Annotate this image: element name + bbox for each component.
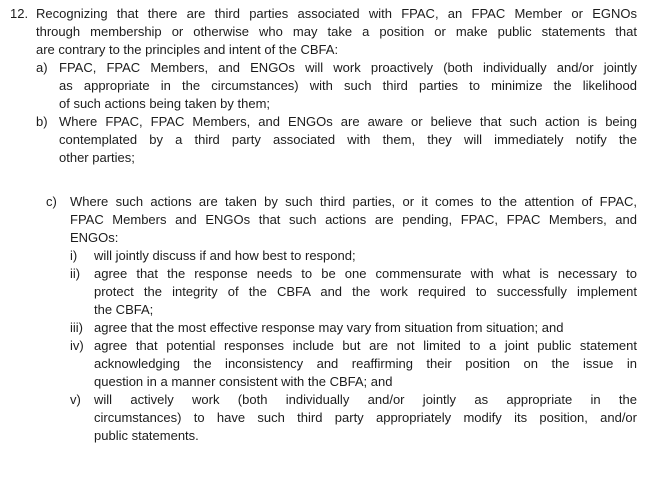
clause-intro-line: are contrary to the principles and intent of the CBFA: bbox=[36, 42, 339, 57]
item-line: Where FPAC, FPAC Members, and ENGOs are aware or believe that such action is being bbox=[59, 114, 637, 129]
item-line: as appropriate in the circumstances) with such third parties to minimize the likelihood bbox=[59, 78, 637, 93]
clause-intro-line: Recognizing that there are third parties associated with FPAC, an FPAC Member or EGNOs bbox=[36, 6, 637, 21]
item-line: of such actions being taken by them; bbox=[59, 96, 271, 111]
clause-intro-line: through membership or otherwise who may take a position or make public statements that bbox=[36, 24, 637, 39]
subitem-line: public statements. bbox=[94, 428, 199, 443]
subitem-line: the CBFA; bbox=[94, 302, 154, 317]
item-line: FPAC Members and ENGOs that such actions are pending, FPAC, FPAC Members, and bbox=[70, 212, 637, 227]
subitem-line: agree that the most effective response may vary from situation from situation; and bbox=[94, 320, 564, 335]
item-line: ENGOs: bbox=[70, 230, 119, 245]
item-marker: b) bbox=[36, 114, 48, 129]
item-line: contemplated by a third party associated with them, they will immediately notify the bbox=[59, 132, 637, 147]
subitem-line: acknowledging the inconsistency and reaffirming their position on the issue in bbox=[94, 356, 637, 371]
subitem-marker: iv) bbox=[70, 338, 84, 353]
subitem-line: agree that potential responses include but are not limited to a joint public statement bbox=[94, 338, 637, 353]
item-marker: c) bbox=[46, 194, 57, 209]
clause-number: 12. bbox=[10, 6, 29, 21]
subitem-line: protect the integrity of the CBFA and the work required to successfully implement bbox=[94, 284, 637, 299]
subitem-marker: v) bbox=[70, 392, 81, 407]
subitem-marker: ii) bbox=[70, 266, 81, 281]
subitem-line: agree that the response needs to be one commensurate with what is necessary to bbox=[94, 266, 637, 281]
subitem-line: will jointly discuss if and how best to respond; bbox=[94, 248, 356, 263]
subitem-line: circumstances) to have such third party appropriately modify its position, and/or bbox=[94, 410, 637, 425]
item-line: other parties; bbox=[59, 150, 135, 165]
subitem-line: will actively work (both individually and/or jointly as appropriate in the bbox=[94, 392, 637, 407]
item-marker: a) bbox=[36, 60, 48, 75]
subitem-line: question in a manner consistent with the CBFA; and bbox=[94, 374, 393, 389]
subitem-marker: i) bbox=[70, 248, 78, 263]
item-line: FPAC, FPAC Members, and ENGOs will work proactively (both individually and/or jointly bbox=[59, 60, 637, 75]
subitem-marker: iii) bbox=[70, 320, 83, 335]
item-line: Where such actions are taken by such third parties, or it comes to the attention of FPAC, bbox=[70, 194, 637, 209]
